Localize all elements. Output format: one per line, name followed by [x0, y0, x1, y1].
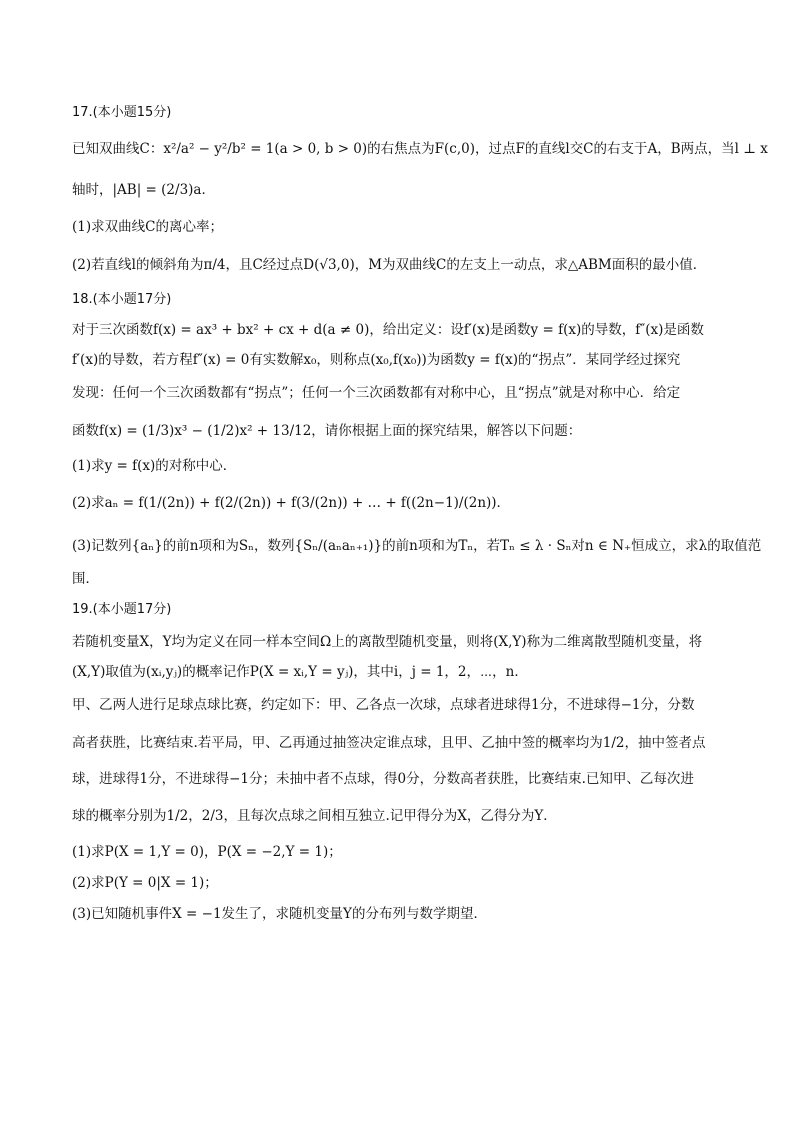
q17-header: 17.(本小题15分) [72, 105, 172, 120]
q18-part-3: (3)记数列{aₙ}的前n项和为Sₙ，数列{Sₙ/(aₙaₙ₊₁)}的前n项和为Tₙ，若Tₙ ≤ λ · Sₙ对n ∈ N₊恒成立，求λ的取值范 [72, 538, 762, 554]
q17-part-2: (2)若直线l的倾斜角为π/4，且C经过点D(√3,0)，M为双曲线C的左支上一动点，求△ABM面积的最小值． [72, 257, 707, 273]
q19-line-1: 若随机变量X，Y均为定义在同一样本空间Ω上的离散型随机变量，则将(X,Y)称为二维离散型随机变量，将 [72, 634, 703, 650]
q18-part-3-cont: 围． [72, 571, 99, 587]
q17-line-1: 已知双曲线C：x²/a² − y²/b² = 1(a > 0, b > 0)的右焦点为F(c,0)，过点F的直线l交C的右支于A，B两点，当l ⊥ x [72, 141, 768, 157]
q18-line-3: 发现：任何一个三次函数都有“拐点”；任何一个三次函数都有对称中心，且“拐点”就是对称中心．给定 [72, 385, 681, 401]
q18-line-4: 函数f(x) = (1/3)x³ − (1/2)x² + 13/12，请你根据上面的探究结果，解答以下问题： [72, 423, 582, 439]
q19-part-2: (2)求P(Y = 0|X = 1)； [72, 875, 218, 891]
q17-line-2: 轴时，|AB| = (2/3)a． [72, 182, 215, 198]
q19-line-2: (X,Y)取值为(xᵢ,yⱼ)的概率记作P(X = xᵢ,Y = yⱼ)，其中i，j = 1，2，⋯，n． [72, 664, 528, 680]
q19-line-4: 高者获胜，比赛结束.若平局，甲、乙再通过抽签决定谁点球，且甲、乙抽中签的概率均为1/2，抽中签者点 [72, 735, 706, 751]
q17-part-1: (1)求双曲线C的离心率； [72, 219, 223, 235]
q18-part-2: (2)求aₙ = f(1/(2n)) + f(2/(2n)) + f(3/(2n)) + … + f((2n−1)/(2n))． [72, 495, 511, 511]
q18-part-1: (1)求y = f(x)的对称中心． [72, 458, 237, 474]
q19-line-6: 球的概率分别为1/2，2/3，且每次点球之间相互独立.记甲得分为X，乙得分为Y． [72, 808, 557, 824]
q18-header: 18.(本小题17分) [72, 292, 172, 307]
q18-line-2: f′(x)的导数，若方程f″(x) = 0有实数解x₀，则称点(x₀,f(x₀))为函数y = f(x)的“拐点”．某同学经过探究 [72, 352, 681, 368]
q19-line-5: 球，进球得1分，不进球得−1分；未抽中者不点球，得0分，分数高者获胜，比赛结束.已知甲、乙每次进 [72, 771, 694, 787]
q19-part-3: (3)已知随机事件X = −1发生了，求随机变量Y的分布列与数学期望． [72, 906, 487, 922]
q19-part-1: (1)求P(X = 1,Y = 0)，P(X = −2,Y = 1)； [72, 844, 342, 860]
q19-header: 19.(本小题17分) [72, 602, 172, 617]
q18-line-1: 对于三次函数f(x) = ax³ + bx² + cx + d(a ≠ 0)，给出定义：设f′(x)是函数y = f(x)的导数，f″(x)是函数 [72, 322, 704, 338]
q19-line-3: 甲、乙两人进行足球点球比赛，约定如下：甲、乙各点一次球，点球者进球得1分，不进球得−1分，分数 [72, 697, 695, 713]
